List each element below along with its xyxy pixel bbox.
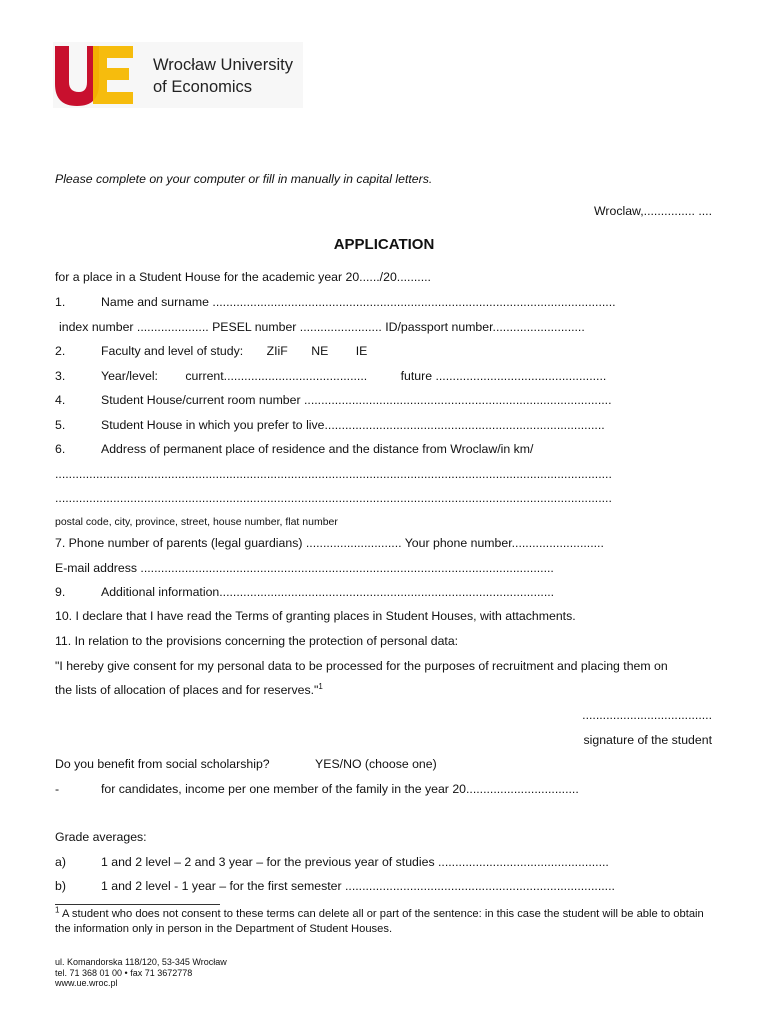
additional-info-field[interactable]: Additional information..................................................................................................: [101, 585, 555, 599]
name-surname-field[interactable]: Name and surname ......................................................................................................................: [101, 295, 616, 309]
website-link[interactable]: www.ue.wroc.pl: [55, 978, 118, 988]
footnote-text: A student who does not consent to these terms can delete all or part of the sentence: in this case the student will be able to obtain the information only in person in the Department of Student Houses.: [55, 908, 704, 935]
year-level-row[interactable]: [55, 369, 606, 383]
dash-bullet: -: [55, 782, 60, 796]
residence-field-line2[interactable]: ...................................................................................................................................................................: [55, 491, 612, 505]
footnote-ref: 1: [318, 681, 323, 691]
current-room-row[interactable]: [55, 393, 611, 407]
current-room-field[interactable]: Student House/current room number ..........................................................................................: [101, 393, 612, 407]
scholarship-question: Do you benefit from social scholarship?: [55, 757, 270, 771]
scholarship-row[interactable]: [55, 757, 437, 771]
additional-info-row[interactable]: [55, 585, 554, 599]
grade-row-b[interactable]: [55, 879, 615, 893]
academic-year-line[interactable]: for a place in a Student House for the academic year 20....../20..........: [55, 270, 431, 284]
income-field[interactable]: for candidates, income per one member of the family in the year 20.................................: [101, 782, 579, 796]
scholarship-choice[interactable]: YES/NO (choose one): [315, 757, 437, 771]
item-number: 4.: [55, 393, 66, 407]
address-line: ul. Komandorska 118/120, 53-345 Wrocław: [55, 957, 227, 967]
footnote: [55, 907, 715, 937]
footnote-separator: [55, 904, 220, 905]
faculty-option-ziif[interactable]: ZIiF: [266, 344, 288, 358]
university-name-line1: Wrocław University: [153, 56, 293, 74]
footnote-mark: 1: [55, 905, 60, 915]
page-title: APPLICATION: [333, 236, 435, 253]
grade-averages-heading: Grade averages:: [55, 830, 147, 844]
item-number: 5.: [55, 418, 66, 432]
faculty-option-ne[interactable]: NE: [311, 344, 329, 358]
residence-field-line1[interactable]: ...................................................................................................................................................................: [55, 467, 612, 481]
future-year-field[interactable]: future ..................................................: [400, 369, 607, 383]
consent-text: the lists of allocation of places and for reserves.": [55, 683, 319, 697]
email-field[interactable]: E-mail address .........................................................................................................................: [55, 561, 554, 575]
university-name: [153, 54, 293, 98]
signature-label: signature of the student: [583, 733, 712, 747]
preferred-house-row[interactable]: [55, 418, 605, 432]
preferred-house-field[interactable]: Student House in which you prefer to live..................................................................................: [101, 418, 605, 432]
university-name-line2: of Economics: [153, 78, 253, 96]
faculty-label: Faculty and level of study:: [101, 344, 244, 358]
faculty-option-ie[interactable]: IE: [355, 344, 368, 358]
index-pesel-id-row[interactable]: index number ..................... PESEL number ........................ ID/passport number...........................: [59, 320, 585, 334]
income-row[interactable]: [55, 782, 579, 796]
residence-label: Address of permanent place of residence and the distance from Wroclaw/in km/: [101, 442, 534, 456]
university-address: [55, 957, 227, 989]
contact-line: tel. 71 368 01 00 • fax 71 3672778: [55, 967, 193, 978]
current-year-field[interactable]: current..........................................: [185, 369, 368, 383]
year-level-label: Year/level:: [101, 369, 158, 383]
item-number: 9.: [55, 585, 66, 599]
item-number: 1.: [55, 295, 66, 309]
postal-hint: postal code, city, province, street, house number, flat number: [55, 516, 338, 528]
grade-row-a[interactable]: [55, 855, 609, 869]
intro-instruction: Please complete on your computer or fill in manually in capital letters.: [55, 172, 433, 186]
ue-logo-mark: [53, 42, 135, 108]
item-number: 3.: [55, 369, 66, 383]
name-surname-row[interactable]: [55, 295, 616, 309]
consent-text-line2: [55, 683, 323, 697]
university-logo: [53, 42, 303, 108]
place-date-field[interactable]: Wroclaw,............... ....: [594, 204, 712, 218]
grade-field-a[interactable]: 1 and 2 level – 2 and 3 year – for the previous year of studies ..................................................: [101, 855, 609, 869]
signature-field[interactable]: ......................................: [582, 708, 712, 722]
phone-numbers-row[interactable]: 7. Phone number of parents (legal guardians) ............................ Your phone number...........................: [55, 536, 604, 550]
item-number: 6.: [55, 442, 66, 456]
terms-declaration: 10. I declare that I have read the Terms of granting places in Student Houses, with attachments.: [55, 609, 576, 623]
consent-text-line1: "I hereby give consent for my personal data to be processed for the purposes of recruitment and placing them on: [55, 659, 668, 673]
data-protection-heading: 11. In relation to the provisions concerning the protection of personal data:: [55, 634, 459, 648]
item-letter: a): [55, 855, 66, 869]
grade-field-b[interactable]: 1 and 2 level - 1 year – for the first semester ...............................................................................: [101, 879, 615, 893]
item-letter: b): [55, 879, 66, 893]
residence-row: [55, 442, 533, 456]
item-number: 2.: [55, 344, 66, 358]
faculty-row[interactable]: [55, 344, 367, 358]
